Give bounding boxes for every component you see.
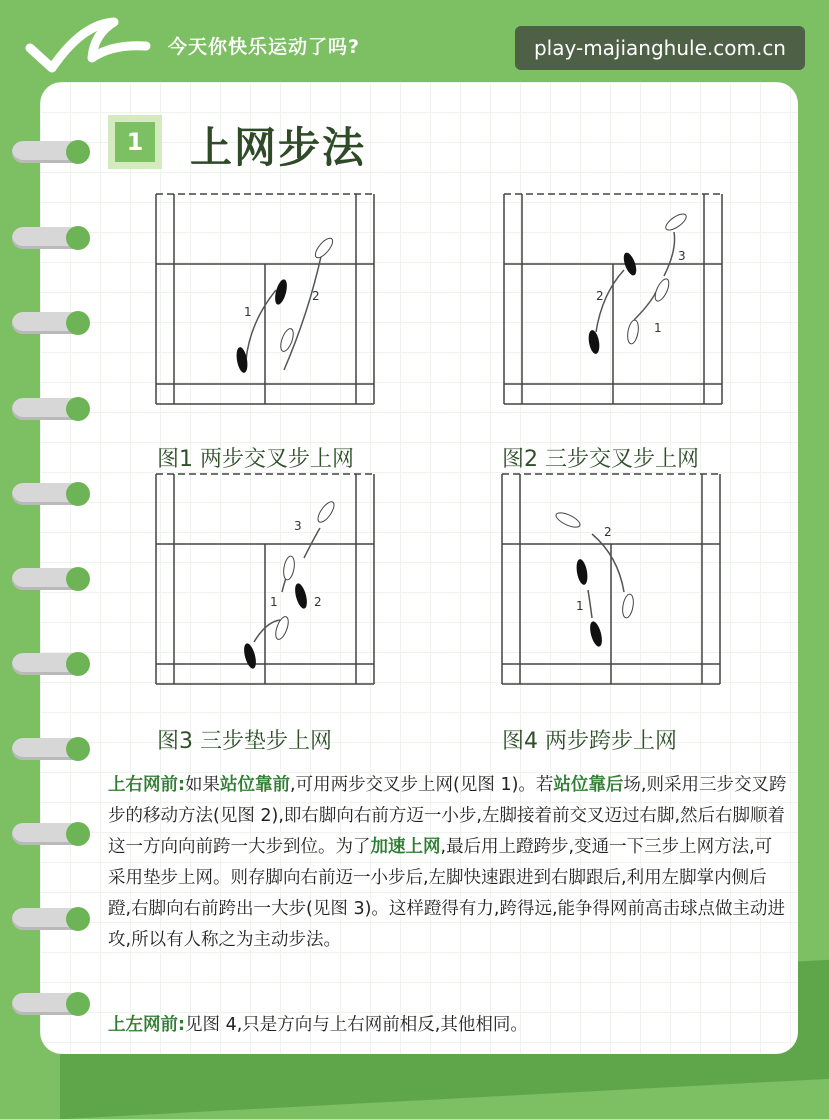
binder-ring: [12, 653, 86, 675]
paragraph-left-net: [108, 1010, 788, 1041]
figure-caption-3: 图3 三步垫步上网: [157, 729, 332, 754]
binder-ring: [12, 312, 86, 334]
court-diagram-2: [502, 192, 724, 406]
court-diagram-3: [154, 472, 376, 686]
court-diagram-1: [154, 192, 376, 406]
binder-ring: [12, 993, 86, 1015]
slogan-text: 今天你快乐运动了吗?: [168, 36, 361, 58]
check-logo-icon: [22, 14, 152, 74]
step-label: 1: [654, 321, 662, 335]
section-title: 上网步法: [190, 123, 367, 172]
step-label: 3: [294, 519, 302, 533]
binder-ring: [12, 141, 86, 163]
binder-ring: [12, 227, 86, 249]
text-run: 如果: [185, 775, 220, 795]
step-label: 3: [678, 249, 686, 263]
paragraph-right-net: [108, 770, 788, 956]
watermark-badge: play-majianghule.com.cn: [515, 26, 805, 70]
section-number: 1: [115, 122, 155, 162]
text-run: ,可用两步交叉步上网(见图 1)。若: [290, 775, 554, 795]
binder-ring: [12, 398, 86, 420]
step-label: 2: [596, 289, 604, 303]
binder-ring: [12, 568, 86, 590]
highlight-text: 站位靠后: [553, 775, 624, 795]
binder-ring: [12, 738, 86, 760]
highlight-text: 加速上网: [370, 837, 441, 857]
binder-ring: [12, 908, 86, 930]
step-label: 1: [244, 305, 252, 319]
step-label: 2: [312, 289, 320, 303]
step-label: 2: [604, 525, 612, 539]
paragraph-lead: 上右网前:: [108, 775, 185, 795]
text-run: ,最后用上蹬跨步,变通一下三步上网方法,可采用垫步上网。则存脚向右前迈一小步后,左脚快速跟进到右脚跟后,利用左脚掌内侧后蹬,右脚向右前跨出一大步(见图 3)。这样蹬得有力,跨得远,能争得网前高击球点做主动进攻,所以有人称之为主动步法。: [108, 837, 786, 950]
binder-ring: [12, 823, 86, 845]
figure-caption-4: 图4 两步跨步上网: [502, 729, 677, 754]
paragraph-lead: 上左网前:: [108, 1015, 185, 1035]
section-number-badge: [108, 115, 162, 169]
binder-ring: [12, 483, 86, 505]
text-run: 场,则采用三步交叉跨步的移动方法(见图 2),即右脚向右前方迈一小步,左脚接着前交叉迈过右脚,然后右脚顺着这一方向向前跨一大步到位。为了: [108, 775, 787, 857]
figure-caption-2: 图2 三步交叉步上网: [502, 447, 699, 472]
highlight-text: 站位靠前: [220, 775, 290, 795]
step-label: 2: [314, 595, 322, 609]
court-diagram-4: [500, 472, 722, 686]
step-label: 1: [270, 595, 278, 609]
step-label: 1: [576, 599, 584, 613]
text-run: 见图 4,只是方向与上右网前相反,其他相同。: [185, 1015, 528, 1035]
figure-caption-1: 图1 两步交叉步上网: [157, 447, 354, 472]
